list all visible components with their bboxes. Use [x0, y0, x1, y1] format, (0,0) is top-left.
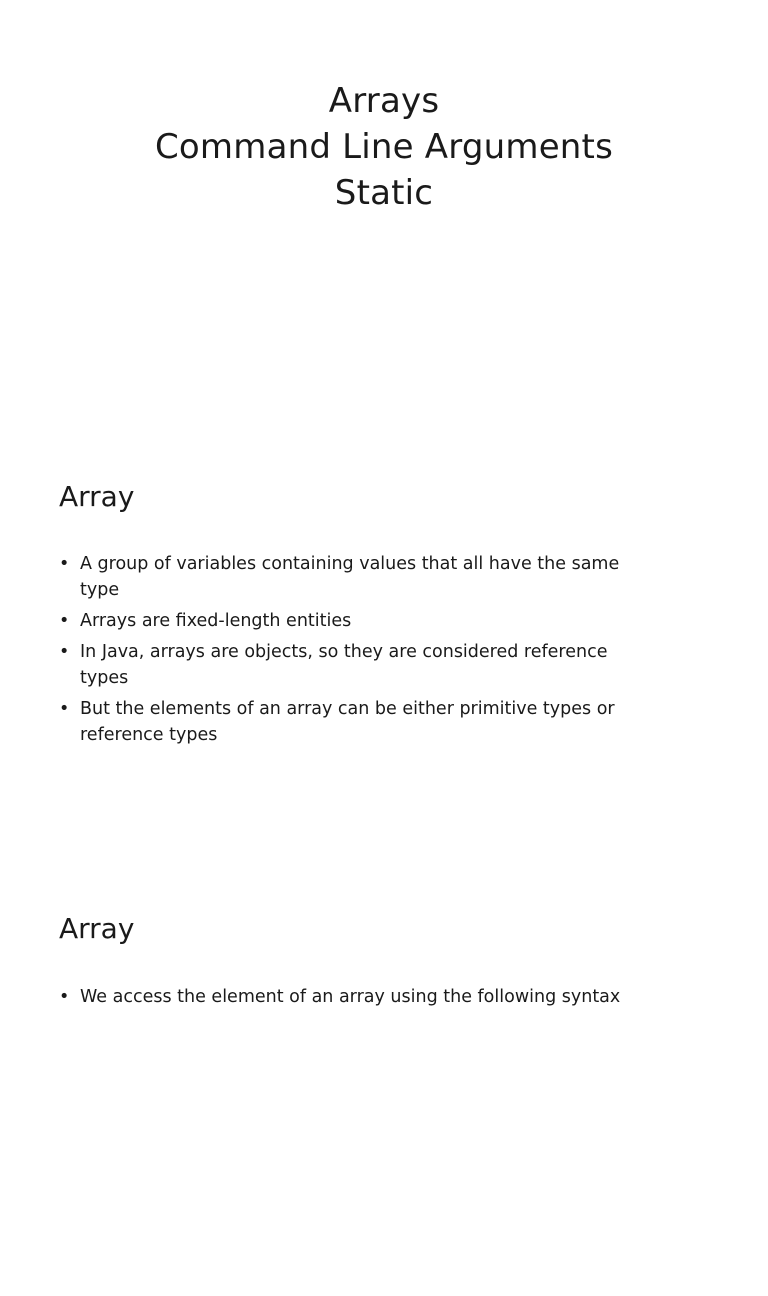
bullet-list [59, 551, 639, 753]
list-item [59, 608, 639, 634]
bullet-text: We access the element of an array using the following syntax [80, 987, 621, 1007]
title-line-2: Command Line Arguments [154, 127, 614, 167]
bullet-icon: • [59, 642, 70, 662]
array-access-slide [0, 864, 768, 1296]
title-slide [0, 0, 768, 432]
bullet-icon: • [59, 699, 70, 719]
title-line-1: Arrays [328, 81, 440, 121]
list-item [59, 696, 639, 748]
list-item [59, 639, 639, 691]
slide-title [0, 78, 768, 216]
bullet-icon: • [59, 554, 70, 574]
bullet-icon: • [59, 987, 70, 1007]
slide-heading: Array [59, 912, 135, 945]
array-definition-slide [0, 432, 768, 864]
bullet-text: Arrays are fixed-length entities [80, 611, 352, 631]
list-item [59, 551, 639, 603]
bullet-text: But the elements of an array can be either primitive types or reference types [80, 699, 615, 745]
bullet-text: In Java, arrays are objects, so they are considered reference types [80, 642, 608, 688]
title-line-3: Static [334, 173, 434, 213]
bullet-icon: • [59, 611, 70, 631]
list-item [59, 984, 639, 1010]
bullet-text: A group of variables containing values that all have the same type [80, 554, 620, 600]
slide-heading: Array [59, 480, 135, 513]
bullet-list [59, 984, 639, 1015]
